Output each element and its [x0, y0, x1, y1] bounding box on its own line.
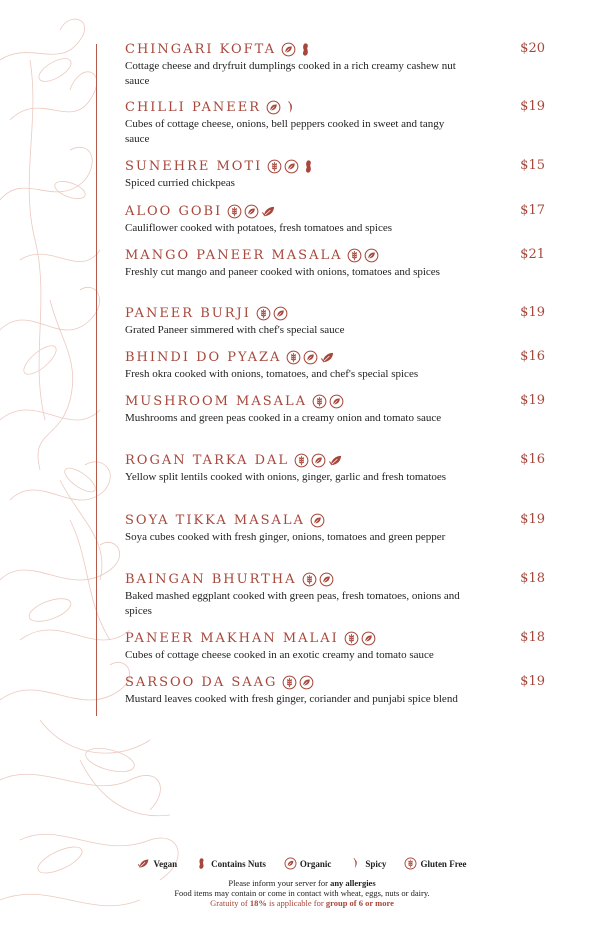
- dish-name: SARSOO DA SAAG: [125, 675, 278, 690]
- dish-dietary-icons: [286, 350, 335, 365]
- vegan-icon: [137, 857, 150, 870]
- dish-dietary-icons: [302, 572, 334, 587]
- organic-icon: [311, 453, 326, 468]
- menu-item: [125, 570, 545, 618]
- dish-name: MANGO PANEER MASALA: [125, 248, 343, 263]
- legend-label: Gluten Free: [420, 858, 467, 869]
- legend-label: Spicy: [365, 858, 387, 869]
- dish-dietary-icons: [312, 394, 344, 409]
- dish-dietary-icons: [347, 248, 379, 263]
- organic-icon: [281, 42, 296, 57]
- dish-name: PANEER MAKHAN MALAI: [125, 631, 339, 646]
- gluten-free-icon: [404, 857, 417, 870]
- organic-icon: [310, 513, 325, 528]
- dish-price: $18: [520, 630, 545, 645]
- vertical-divider: [96, 44, 97, 716]
- nuts-icon: [298, 42, 313, 57]
- dish-price: $16: [520, 349, 545, 364]
- dish-description: Cauliflower cooked with potatoes, fresh tomatoes and spices: [125, 222, 392, 234]
- organic-icon: [319, 572, 334, 587]
- dish-description: Fresh okra cooked with onions, tomatoes, and chef's special spices: [125, 368, 419, 380]
- dish-price: $19: [520, 393, 545, 408]
- dish-name: ROGAN TARKA DAL: [125, 453, 290, 468]
- dish-description: Soya cubes cooked with fresh ginger, onions, tomatoes and green pepper: [125, 531, 446, 543]
- gluten-free-icon: [344, 631, 359, 646]
- dish-description: Grated Paneer simmered with chef's special sauce: [125, 324, 345, 336]
- vegan-icon: [261, 204, 276, 219]
- dish-name: BHINDI DO PYAZA: [125, 350, 282, 365]
- gluten-free-icon: [227, 204, 242, 219]
- menu-item-header: [125, 202, 545, 221]
- dish-dietary-icons: [344, 631, 376, 646]
- nuts-icon: [195, 857, 208, 870]
- gluten-free-icon: [286, 350, 301, 365]
- menu-item: [125, 157, 545, 191]
- legend-item: [137, 857, 177, 870]
- menu-item-header: [125, 511, 545, 530]
- menu-item-header: [125, 304, 545, 323]
- menu-item-header: [125, 98, 545, 117]
- organic-icon: [284, 857, 297, 870]
- menu-item-header: [125, 348, 545, 367]
- organic-icon: [329, 394, 344, 409]
- dish-price: $15: [520, 158, 545, 173]
- organic-icon: [299, 675, 314, 690]
- organic-icon: [266, 100, 281, 115]
- gluten-free-icon: [267, 159, 282, 174]
- dish-description: Baked mashed eggplant cooked with green peas, fresh tomatoes, onions and spices: [125, 590, 460, 617]
- menu-item: [125, 629, 545, 663]
- legend-label: Contains Nuts: [211, 858, 266, 869]
- dish-name: CHINGARI KOFTA: [125, 42, 277, 57]
- organic-icon: [361, 631, 376, 646]
- menu-item: [125, 202, 545, 236]
- dish-name: SUNEHRE MOTI: [125, 159, 263, 174]
- allergy-note-line2: Food items may contain or come in contact with wheat, eggs, nuts or dairy.: [174, 888, 430, 898]
- dish-price: $19: [520, 99, 545, 114]
- organic-icon: [244, 204, 259, 219]
- menu-item-header: [125, 246, 545, 265]
- legend-item: [195, 857, 266, 870]
- menu-item-header: [125, 392, 545, 411]
- gluten-free-icon: [312, 394, 327, 409]
- dish-description: Freshly cut mango and paneer cooked with onions, tomatoes and spices: [125, 266, 440, 278]
- gratuity-note: Gratuity of 18% is applicable for group of 6 or more: [210, 898, 394, 908]
- dish-description: Cubes of cottage cheese, onions, bell peppers cooked in sweet and tangy sauce: [125, 118, 445, 145]
- menu-item: [125, 392, 545, 426]
- dish-price: $19: [520, 305, 545, 320]
- dish-description: Spiced curried chickpeas: [125, 177, 235, 189]
- gluten-free-icon: [294, 453, 309, 468]
- vegan-icon: [320, 350, 335, 365]
- dish-price: $16: [520, 452, 545, 467]
- dish-price: $18: [520, 571, 545, 586]
- menu-item: [125, 451, 545, 485]
- dish-name: ALOO GOBI: [125, 204, 223, 219]
- organic-icon: [303, 350, 318, 365]
- gluten-free-icon: [282, 675, 297, 690]
- menu-item: [125, 98, 545, 146]
- legend-label: Organic: [299, 858, 332, 869]
- menu-item-header: [125, 673, 545, 692]
- dish-description: Yellow split lentils cooked with onions, ginger, garlic and fresh tomatoes: [125, 471, 447, 483]
- menu-item-header: [125, 570, 545, 589]
- menu-item: [125, 511, 545, 545]
- menu-item-header: [125, 157, 545, 176]
- menu-item: [125, 40, 545, 88]
- dish-price: $21: [520, 247, 545, 262]
- menu-item: [125, 246, 545, 280]
- organic-icon: [273, 306, 288, 321]
- dish-price: $19: [520, 674, 545, 689]
- legend-label: Vegan: [153, 858, 178, 869]
- allergy-note-line1: Please inform your server for any allergies: [228, 878, 376, 888]
- dish-name: PANEER BURJI: [125, 306, 251, 321]
- spicy-icon: [283, 100, 298, 115]
- gluten-free-icon: [347, 248, 362, 263]
- dish-dietary-icons: [310, 513, 325, 528]
- dish-price: $19: [520, 512, 545, 527]
- menu-item: [125, 348, 545, 382]
- spicy-icon: [349, 857, 362, 870]
- dish-name: MUSHROOM MASALA: [125, 394, 308, 409]
- menu-item: [125, 673, 545, 707]
- dish-price: $17: [520, 203, 545, 218]
- dish-description: Cubes of cottage cheese cooked in an exotic creamy and tomato sauce: [125, 649, 434, 661]
- legend-item: [404, 857, 466, 870]
- dish-dietary-icons: [294, 453, 343, 468]
- gluten-free-icon: [256, 306, 271, 321]
- menu-item-header: [125, 40, 545, 59]
- nuts-icon: [301, 159, 316, 174]
- dish-name: SOYA TIKKA MASALA: [125, 513, 305, 528]
- dish-price: $20: [520, 41, 545, 56]
- dish-dietary-icons: [281, 42, 313, 57]
- menu-item: [125, 304, 545, 338]
- organic-icon: [364, 248, 379, 263]
- dish-dietary-icons: [227, 204, 276, 219]
- allergy-notes: [0, 878, 604, 908]
- gluten-free-icon: [302, 572, 317, 587]
- dish-description: Mustard leaves cooked with fresh ginger, coriander and punjabi spice blend: [125, 693, 458, 705]
- dish-dietary-icons: [267, 159, 316, 174]
- menu-item-header: [125, 629, 545, 648]
- dietary-legend: [0, 857, 604, 870]
- dish-dietary-icons: [256, 306, 288, 321]
- legend-item: [284, 857, 332, 870]
- dish-description: Cottage cheese and dryfruit dumplings cooked in a rich creamy cashew nut sauce: [125, 60, 456, 87]
- dish-name: BAINGAN BHURTHA: [125, 572, 297, 587]
- dish-description: Mushrooms and green peas cooked in a creamy onion and tomato sauce: [125, 412, 442, 424]
- organic-icon: [284, 159, 299, 174]
- menu-item-header: [125, 451, 545, 470]
- legend-item: [349, 857, 386, 870]
- vegan-icon: [328, 453, 343, 468]
- dish-dietary-icons: [282, 675, 314, 690]
- dish-dietary-icons: [266, 100, 298, 115]
- dish-name: CHILLI PANEER: [125, 100, 262, 115]
